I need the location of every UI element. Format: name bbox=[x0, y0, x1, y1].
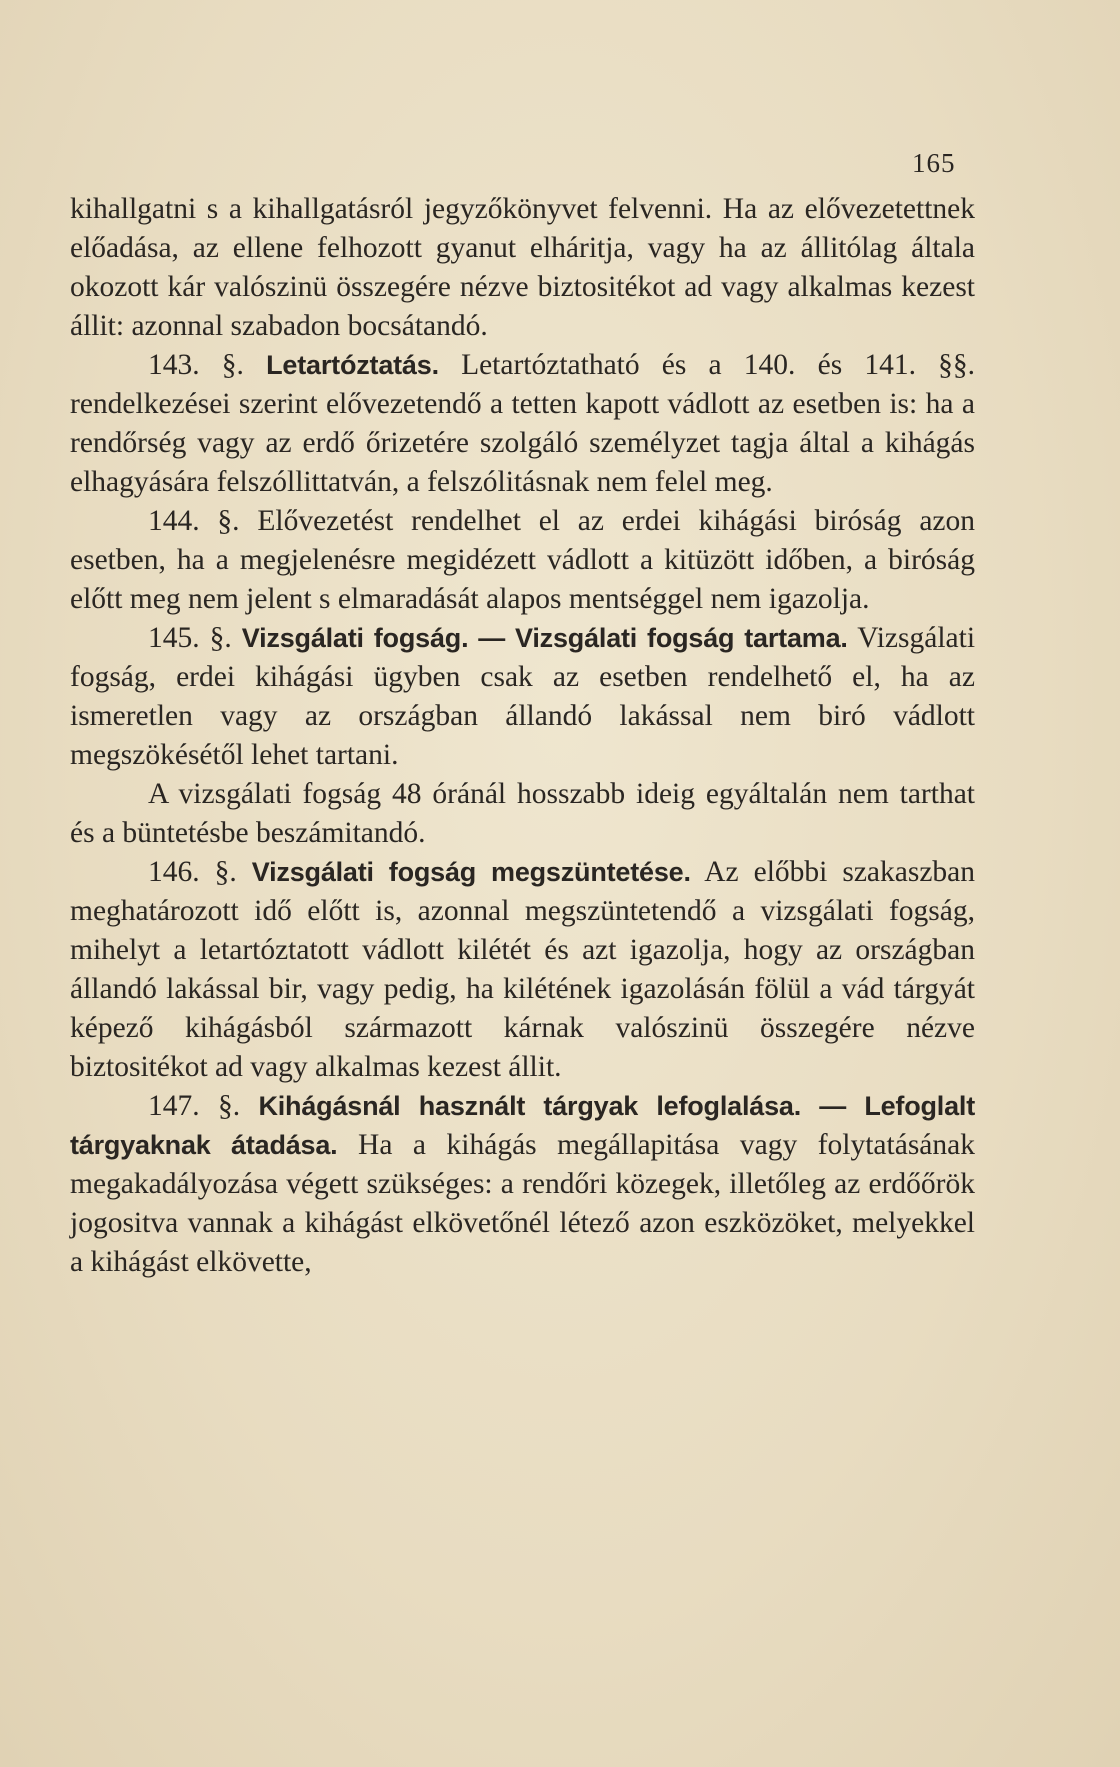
section-number: 143. §. bbox=[148, 349, 244, 381]
section-147 bbox=[70, 1087, 975, 1282]
section-text: Vizsgálati fogság, erdei kihágási ügyben csak az esetben rendelhető el, ha az ismeretlen vagy az országban állandó lakással nem biró vádlott megszökésétől lehet tartani. bbox=[70, 622, 976, 771]
page-number: 165 bbox=[912, 148, 956, 178]
section-145-continued bbox=[70, 775, 975, 853]
section-146 bbox=[70, 853, 975, 1087]
section-text: Letartóztatható és a 140. és 141. §§. rendelkezései szerint elővezetendő a tetten kapott vádlott az esetben is: ha a rendőrség vagy az erdő őrizetére szolgáló személyzet tagja által a kihágás elhagyására felszóllittatván, a felszólitásnak nem felel meg. bbox=[70, 349, 976, 498]
section-145 bbox=[70, 619, 975, 775]
section-heading: Letartóztatás. bbox=[266, 350, 439, 380]
section-text: Az előbbi szakaszban meghatározott idő előtt is, azonnal megszüntetendő a vizsgálati fogság, mihelyt a letartóztatott vádlott kilétét és azt igazolja, hogy az országban állandó lakással bir, vagy pedig, ha kilétének igazolásán fölül a vád tárgyát képező kihágásból származott kárnak valószinü összegére nézve biztositékot ad vagy alkalmas kezest állit. bbox=[70, 856, 976, 1083]
section-143 bbox=[70, 346, 975, 502]
section-heading: Vizsgálati fogság. — Vizsgálati fogság tartama. bbox=[241, 623, 848, 653]
section-text: Elővezetést rendelhet el az erdei kihágási biróság azon esetben, ha a megjelenésre megidézett vádlott a kitüzött időben, a biróság előtt meg nem jelent s elmaradását alapos mentséggel nem igazolja. bbox=[70, 505, 976, 615]
section-text: Ha a kihágás megállapitása vagy folytatásának megakadályozása végett szükséges: a rendőri közegek, illetőleg az erdőőrök jogositva vannak a kihágást elkövetőnél létező azon eszközöket, melyekkel a kihágást elkövette, bbox=[70, 1129, 975, 1278]
section-number: 146. §. bbox=[148, 856, 237, 888]
section-text: A vizsgálati fogság 48 óránál hosszabb ideig egyáltalán nem tarthat és a büntetésbe beszámitandó. bbox=[70, 778, 975, 849]
section-144 bbox=[70, 502, 975, 619]
section-number: 144. §. bbox=[148, 505, 240, 537]
section-number: 145. §. bbox=[148, 622, 232, 654]
section-heading: Kihágásnál használt tárgyak lefoglalása. — Lefoglalt tárgyaknak átadása. bbox=[70, 1091, 976, 1160]
section-number: 147. §. bbox=[148, 1090, 241, 1122]
paragraph-text: kihallgatni s a kihallgatásról jegyzőkönyvet felvenni. Ha az elővezetettnek előadása, az ellene felhozott gyanut elháritja, vagy ha az állitólag általa okozott kár valószinü összegére nézve biztositékot ad vagy alkalmas kezest állit: azonnal szabadon bocsátandó. bbox=[70, 193, 975, 342]
body-text bbox=[70, 190, 975, 1282]
paragraph-continuation bbox=[70, 190, 975, 346]
section-heading: Vizsgálati fogság megszüntetése. bbox=[251, 857, 691, 887]
